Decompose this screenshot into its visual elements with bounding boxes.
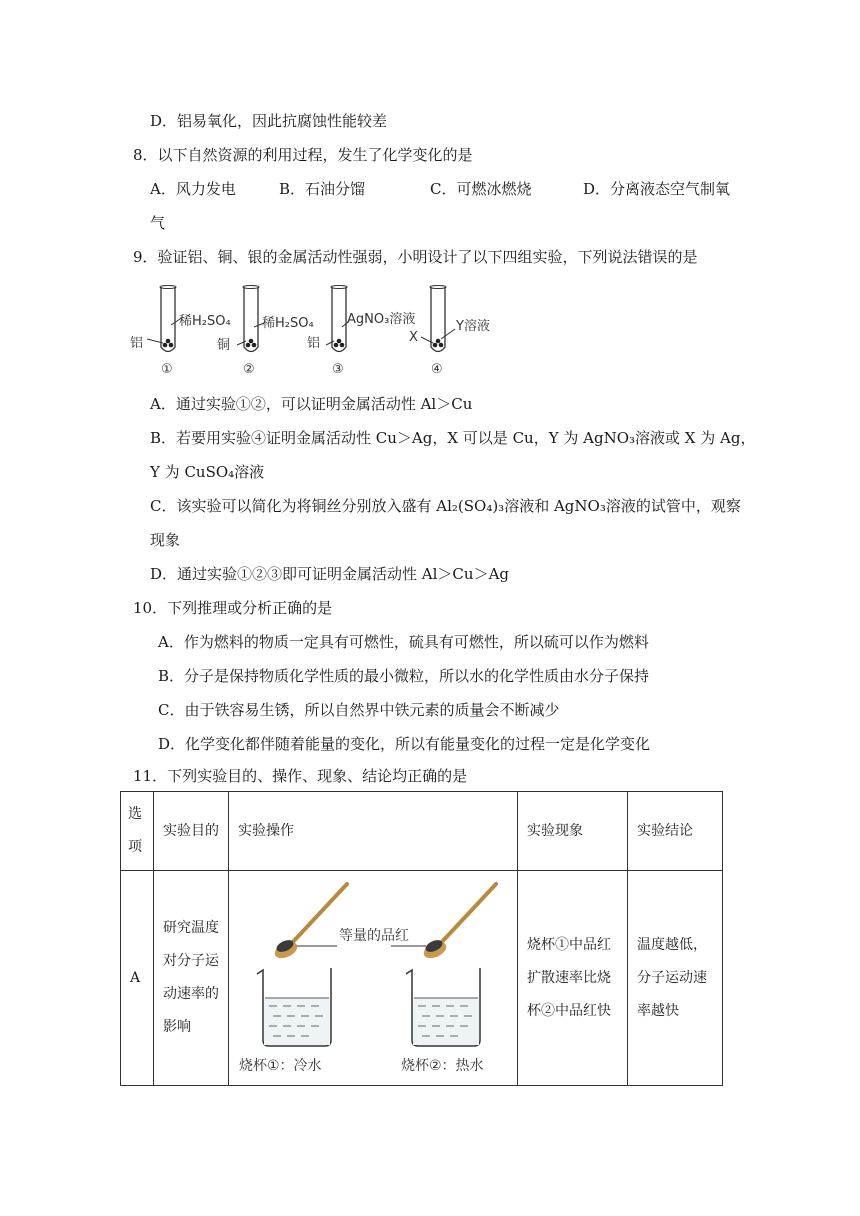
- tube-4-number: ④: [431, 362, 443, 377]
- q9-test-tubes-figure: [125, 283, 505, 378]
- test-tube-4: [409, 286, 490, 378]
- q11-stem: 11．下列实验目的、操作、现象、结论均正确的是: [133, 767, 468, 785]
- tube-3-number: ③: [332, 362, 344, 377]
- header-conclusion: 实验结论: [628, 792, 723, 871]
- test-tube-1: [130, 286, 231, 378]
- tube-4-liquid: Y溶液: [456, 319, 490, 334]
- tube-3-solid: 铝: [307, 336, 321, 351]
- q9-option-b-line1: B．若要用实验④证明金属活动性 Cu＞Ag，X 可以是 Cu，Y 为 AgNO₃溶液或 X 为 Ag，: [150, 429, 756, 447]
- table-header-row: [121, 792, 723, 871]
- q8-option-a: A．风力发电: [150, 180, 236, 198]
- q8-option-d-wrap: 气: [150, 214, 166, 232]
- header-phenomenon: 实验现象: [518, 792, 628, 871]
- tube-1-solid: 铝: [130, 336, 144, 351]
- beaker-1-label: 烧杯①：冷水: [239, 1058, 322, 1074]
- spoon-1: [272, 884, 347, 961]
- row-a-option: A: [121, 871, 154, 1086]
- q8-stem: 8．以下自然资源的利用过程，发生了化学变化的是: [133, 146, 473, 164]
- row-a-conclusion: 温度越低，分子运动速率越快: [628, 871, 723, 1086]
- q8-option-d: D．分离液态空气制氧: [583, 180, 731, 198]
- q10-stem: 10．下列推理或分析正确的是: [133, 599, 333, 617]
- test-tube-2: [217, 286, 314, 378]
- beakers-figure: [229, 872, 516, 1084]
- table-row: [121, 871, 723, 1086]
- row-a-purpose: 研究温度对分子运动速率的影响: [154, 871, 229, 1086]
- q9-option-c-line2: 现象: [150, 531, 181, 549]
- q9-option-a: A．通过实验①②，可以证明金属活动性 Al＞Cu: [150, 395, 473, 413]
- q11-table: [120, 791, 723, 1086]
- q7-option-d: D．铝易氧化，因此抗腐蚀性能较差: [150, 112, 388, 130]
- tube-2-liquid: 稀H₂SO₄: [262, 316, 314, 331]
- tube-1-number: ①: [161, 362, 173, 377]
- q8-option-c: C．可燃冰燃烧: [430, 180, 532, 198]
- tube-3-liquid: AgNO₃溶液: [347, 312, 416, 327]
- row-a-phenomenon: 烧杯①中品红扩散速率比烧杯②中品红快: [518, 871, 628, 1086]
- row-a-operation: [229, 871, 518, 1086]
- beaker-1: [257, 968, 331, 1046]
- tube-2-solid: 铜: [217, 338, 231, 353]
- figure-label: 等量的品红: [339, 928, 409, 944]
- q10-option-a: A．作为燃料的物质一定具有可燃性，硫具有可燃性，所以硫可以作为燃料: [158, 633, 649, 651]
- q8-option-b: B．石油分馏: [279, 180, 366, 198]
- tube-1-liquid: 稀H₂SO₄: [179, 314, 231, 329]
- q10-option-b: B．分子是保持物质化学性质的最小微粒，所以水的化学性质由水分子保持: [158, 667, 650, 685]
- q9-option-c-line1: C．该实验可以简化为将铜丝分别放入盛有 Al₂(SO₄)₃溶液和 AgNO₃溶液的试管中，观察: [150, 497, 741, 515]
- test-tube-3: [307, 286, 415, 378]
- tube-2-number: ②: [243, 362, 255, 377]
- q9-stem: 9．验证铝、铜、银的金属活动性强弱，小明设计了以下四组实验，下列说法错误的是: [133, 248, 698, 266]
- q9-option-b-line2: Y 为 CuSO₄溶液: [150, 463, 265, 481]
- beaker-2: [406, 968, 480, 1046]
- header-purpose: 实验目的: [154, 792, 229, 871]
- q9-option-d: D．通过实验①②③即可证明金属活动性 Al＞Cu＞Ag: [150, 565, 509, 583]
- beaker-2-label: 烧杯②：热水: [401, 1058, 484, 1074]
- q10-option-c: C．由于铁容易生锈，所以自然界中铁元素的质量会不断减少: [158, 701, 560, 719]
- spoon-2: [421, 884, 496, 961]
- q10-option-d: D．化学变化都伴随着能量的变化，所以有能量变化的过程一定是化学变化: [158, 735, 651, 753]
- header-option: 选项: [121, 792, 154, 871]
- header-operation: 实验操作: [229, 792, 518, 871]
- tube-4-solid: X: [409, 330, 418, 345]
